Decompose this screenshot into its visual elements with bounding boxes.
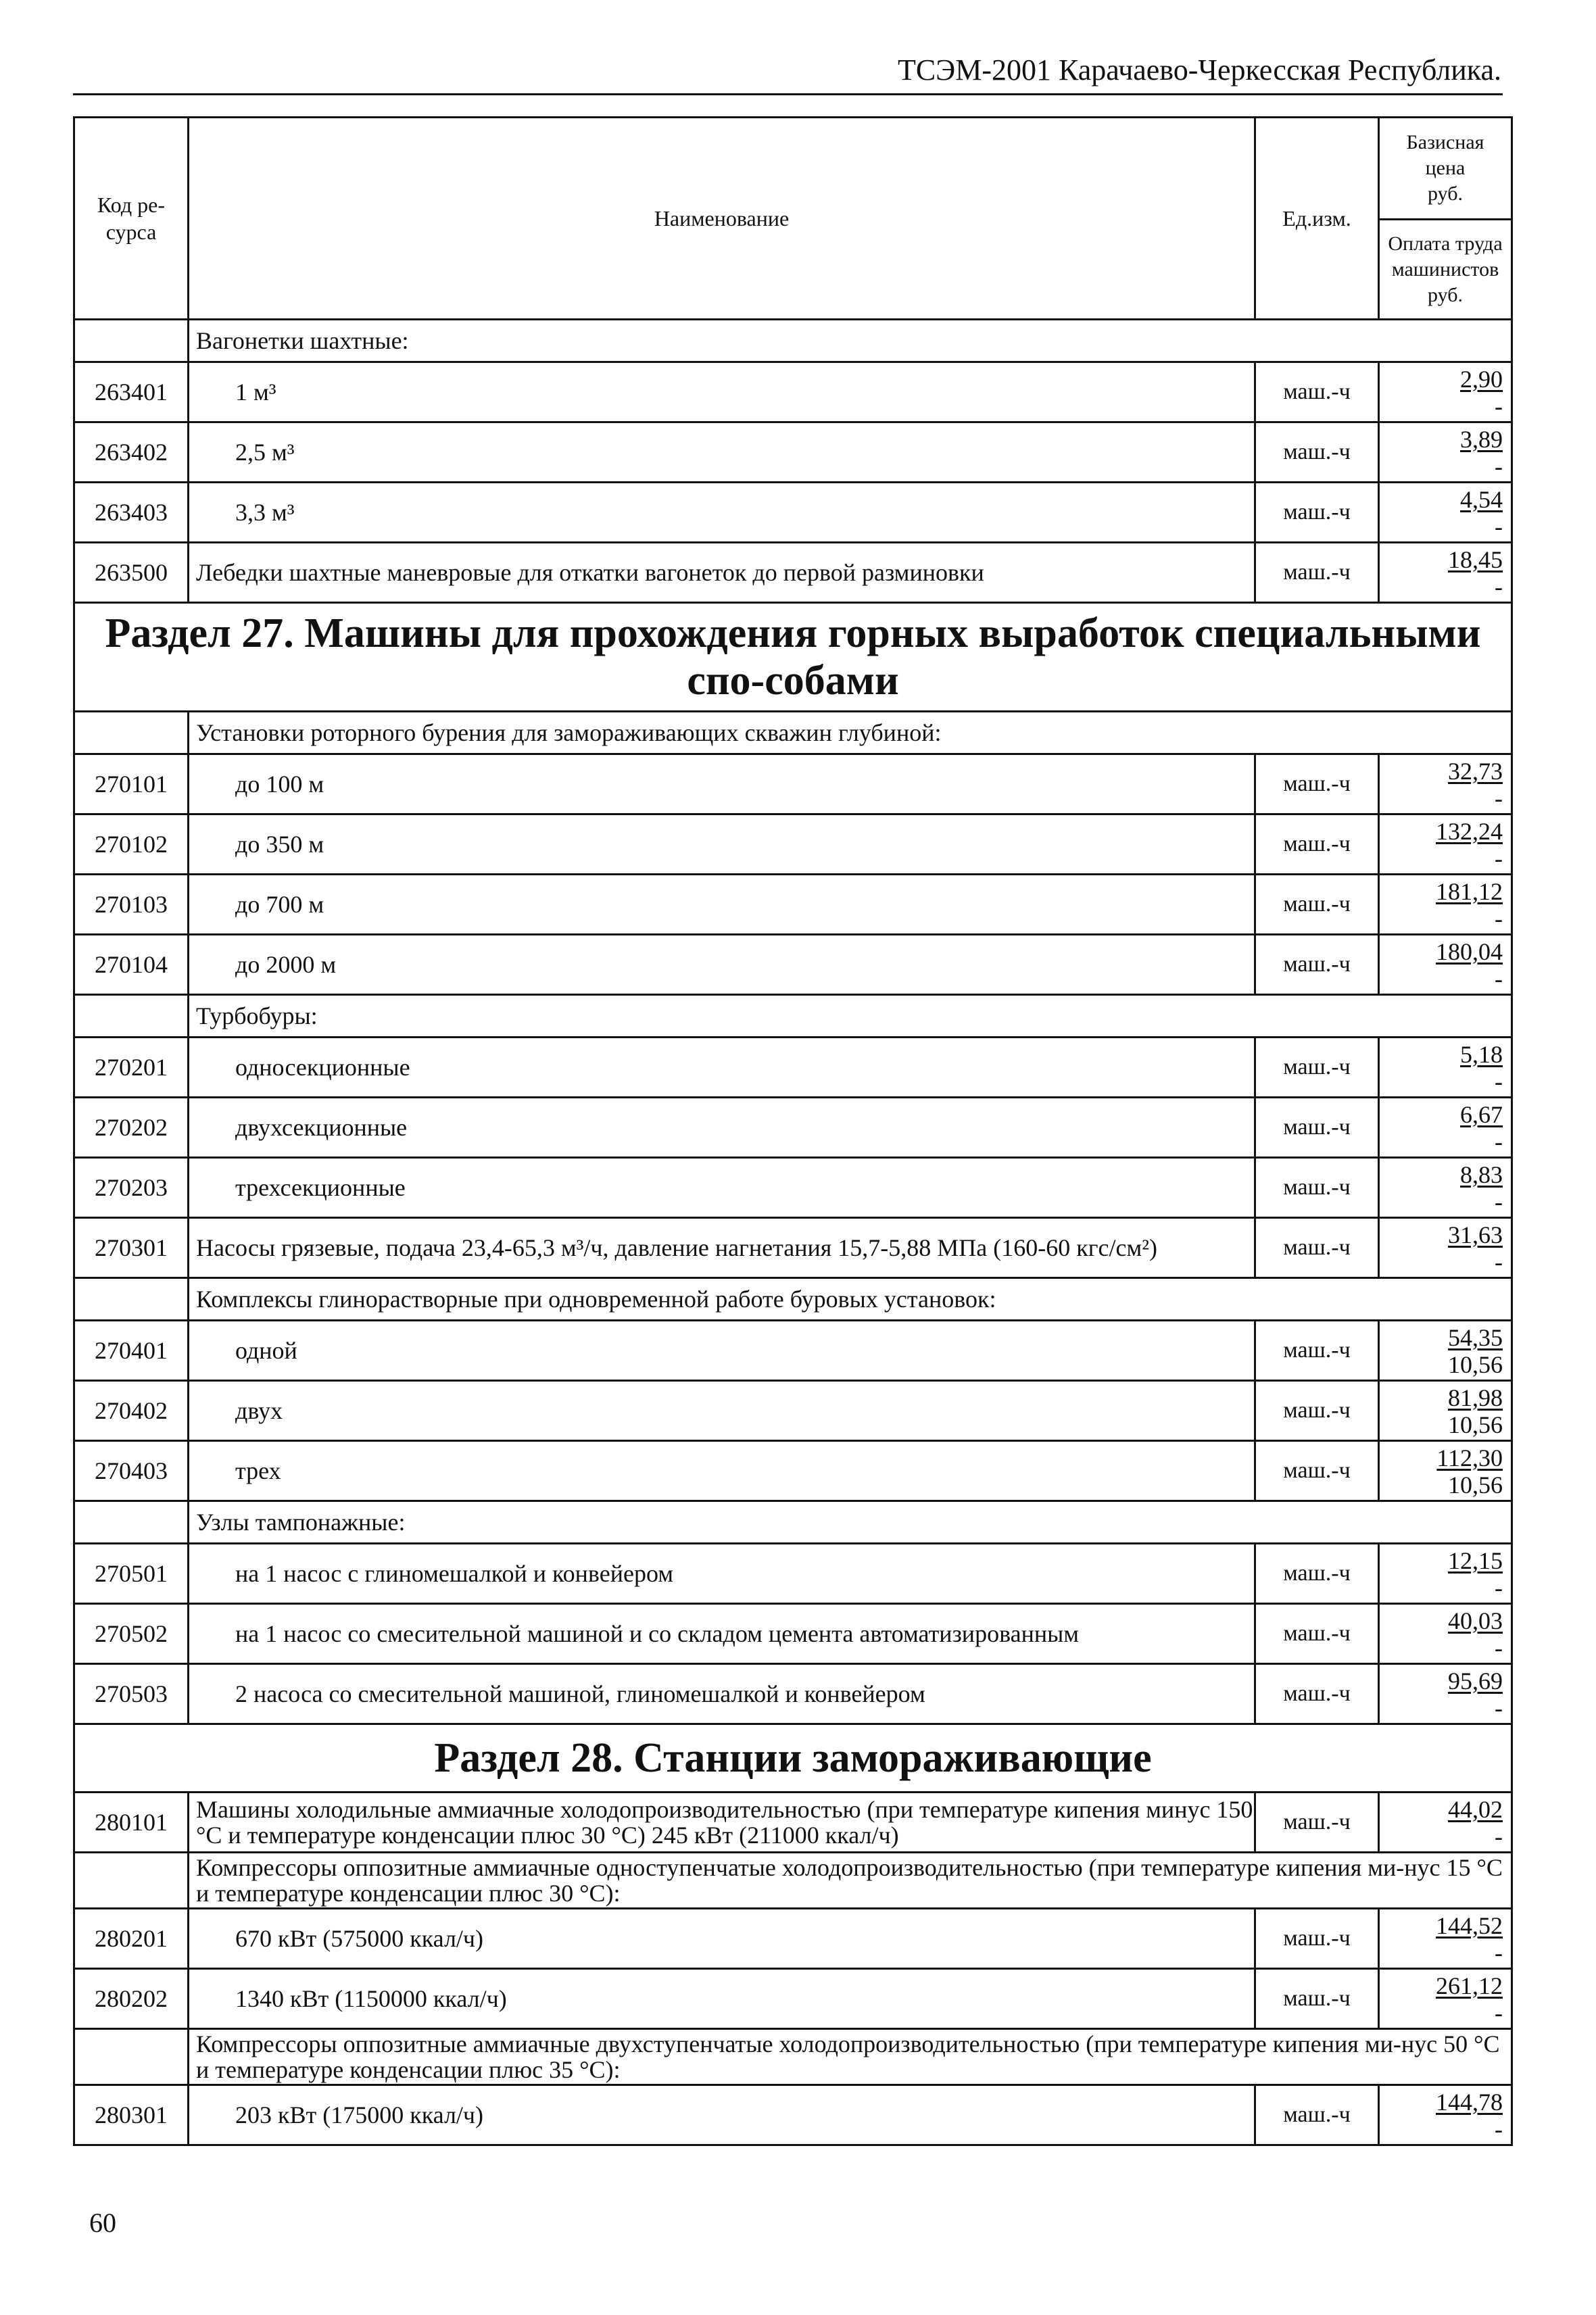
table-row bbox=[74, 875, 1512, 935]
group-row bbox=[74, 1278, 1512, 1321]
resource-name: до 700 м bbox=[189, 875, 1255, 935]
table-row bbox=[74, 1664, 1512, 1724]
header-code bbox=[74, 118, 189, 320]
section-heading: Раздел 27. Машины для прохождения горных выработок специальными спо-собами bbox=[74, 603, 1512, 712]
price-cell bbox=[1379, 1218, 1512, 1278]
price-cell bbox=[1379, 1544, 1512, 1604]
price-cell bbox=[1379, 1793, 1512, 1853]
price-cell bbox=[1379, 1098, 1512, 1158]
operator-wage: 10,56 bbox=[1448, 1411, 1503, 1438]
resource-code: 270503 bbox=[74, 1664, 189, 1724]
resource-code: 280101 bbox=[74, 1793, 189, 1853]
price-stack bbox=[1380, 365, 1511, 419]
operator-wage: - bbox=[1495, 905, 1503, 932]
resource-name: трехсекционные bbox=[189, 1158, 1255, 1218]
resource-code: 280202 bbox=[74, 1969, 189, 2029]
resource-code: 270101 bbox=[74, 754, 189, 814]
price-cell bbox=[1379, 483, 1512, 543]
group-code-cell bbox=[74, 712, 189, 754]
price-stack bbox=[1380, 877, 1511, 931]
resource-code: 270301 bbox=[74, 1218, 189, 1278]
page-number: 60 bbox=[89, 2208, 116, 2238]
operator-wage: - bbox=[1495, 513, 1503, 540]
unit-cell: маш.-ч bbox=[1255, 754, 1379, 814]
resource-code: 270203 bbox=[74, 1158, 189, 1218]
resource-code: 280301 bbox=[74, 2085, 189, 2145]
table-row bbox=[74, 1909, 1512, 1969]
header-name bbox=[189, 118, 1255, 320]
group-title: Компрессоры оппозитные аммиачные одноступенчатые холодопроизводительностью (при температуре кипения ми-нус 15 °С и температуре конденсации плюс 30 °С): bbox=[189, 1853, 1512, 1909]
resource-code: 263403 bbox=[74, 483, 189, 543]
base-price: 12,15 bbox=[1448, 1547, 1503, 1574]
resource-name: 2 насоса со смесительной машиной, глиномешалкой и конвейером bbox=[189, 1664, 1255, 1724]
unit-cell: маш.-ч bbox=[1255, 1038, 1379, 1098]
group-title: Вагонетки шахтные: bbox=[189, 320, 1512, 362]
resource-code: 263402 bbox=[74, 422, 189, 483]
base-price: 2,90 bbox=[1460, 366, 1503, 393]
unit-cell: маш.-ч bbox=[1255, 1664, 1379, 1724]
unit-cell: маш.-ч bbox=[1255, 1969, 1379, 2029]
operator-wage: - bbox=[1495, 1999, 1503, 2026]
price-stack bbox=[1380, 1384, 1511, 1438]
price-stack bbox=[1380, 1607, 1511, 1661]
table-row bbox=[74, 1969, 1512, 2029]
table-row bbox=[74, 1381, 1512, 1441]
unit-cell: маш.-ч bbox=[1255, 2085, 1379, 2145]
resource-table bbox=[73, 116, 1513, 2146]
resource-code: 270502 bbox=[74, 1604, 189, 1664]
operator-wage: - bbox=[1495, 453, 1503, 480]
unit-cell: маш.-ч bbox=[1255, 935, 1379, 995]
group-title: Турбобуры: bbox=[189, 995, 1512, 1038]
operator-wage: - bbox=[1495, 1939, 1503, 1966]
table-row bbox=[74, 1038, 1512, 1098]
price-stack bbox=[1380, 1323, 1511, 1378]
resource-name: до 100 м bbox=[189, 754, 1255, 814]
group-row bbox=[74, 320, 1512, 362]
base-price: 3,89 bbox=[1460, 426, 1503, 453]
price-stack bbox=[1380, 1911, 1511, 1966]
header-unit-label: Ед.изм. bbox=[1282, 205, 1351, 230]
base-price: 8,83 bbox=[1460, 1161, 1503, 1188]
resource-code: 270403 bbox=[74, 1441, 189, 1501]
base-price: 261,12 bbox=[1436, 1972, 1503, 1999]
price-stack bbox=[1380, 757, 1511, 811]
group-title: Компрессоры оппозитные аммиачные двухступенчатые холодопроизводительностью (при температуре кипения ми-нус 50 °С и температуре конденсации плюс 35 °С): bbox=[189, 2029, 1512, 2085]
base-price: 112,30 bbox=[1436, 1444, 1503, 1471]
price-cell bbox=[1379, 1909, 1512, 1969]
resource-name: на 1 насос с глиномешалкой и конвейером bbox=[189, 1544, 1255, 1604]
price-cell bbox=[1379, 814, 1512, 875]
resource-name: трех bbox=[189, 1441, 1255, 1501]
operator-wage: - bbox=[1495, 1634, 1503, 1661]
unit-cell: маш.-ч bbox=[1255, 1793, 1379, 1853]
base-price: 95,69 bbox=[1448, 1667, 1503, 1695]
resource-code: 280201 bbox=[74, 1909, 189, 1969]
group-title: Установки роторного бурения для замораживающих скважин глубиной: bbox=[189, 712, 1512, 754]
base-price: 44,02 bbox=[1448, 1796, 1503, 1823]
header-price bbox=[1379, 118, 1512, 320]
price-stack bbox=[1380, 545, 1511, 600]
operator-wage: - bbox=[1495, 1574, 1503, 1601]
table-row bbox=[74, 543, 1512, 603]
resource-code: 270401 bbox=[74, 1321, 189, 1381]
unit-cell: маш.-ч bbox=[1255, 1604, 1379, 1664]
table-row bbox=[74, 814, 1512, 875]
price-stack bbox=[1380, 2088, 1511, 2142]
group-code-cell bbox=[74, 320, 189, 362]
resource-code: 270402 bbox=[74, 1381, 189, 1441]
table-row bbox=[74, 754, 1512, 814]
section-heading-row bbox=[74, 1724, 1512, 1793]
price-cell bbox=[1379, 422, 1512, 483]
operator-wage: - bbox=[1495, 1823, 1503, 1850]
table-row bbox=[74, 483, 1512, 543]
group-row bbox=[74, 712, 1512, 754]
resource-code: 263401 bbox=[74, 362, 189, 422]
group-row bbox=[74, 1501, 1512, 1544]
price-stack bbox=[1380, 1100, 1511, 1154]
unit-cell: маш.-ч bbox=[1255, 1544, 1379, 1604]
price-stack bbox=[1380, 1972, 1511, 2026]
price-cell bbox=[1379, 1158, 1512, 1218]
price-stack bbox=[1380, 1221, 1511, 1275]
group-code-cell bbox=[74, 2029, 189, 2085]
resource-name: до 2000 м bbox=[189, 935, 1255, 995]
resource-code: 270104 bbox=[74, 935, 189, 995]
resource-code: 270202 bbox=[74, 1098, 189, 1158]
price-cell bbox=[1379, 1604, 1512, 1664]
operator-wage: - bbox=[1495, 1188, 1503, 1215]
table-header-row bbox=[74, 118, 1512, 320]
resource-name: Насосы грязевые, подача 23,4-65,3 м³/ч, давление нагнетания 15,7-5,88 МПа (160-60 кгс/см²) bbox=[189, 1218, 1255, 1278]
table-row bbox=[74, 1793, 1512, 1853]
base-price: 132,24 bbox=[1436, 818, 1503, 845]
table-row bbox=[74, 935, 1512, 995]
resource-name: одной bbox=[189, 1321, 1255, 1381]
table-row bbox=[74, 1441, 1512, 1501]
unit-cell: маш.-ч bbox=[1255, 1909, 1379, 1969]
operator-wage: - bbox=[1495, 2116, 1503, 2143]
unit-cell: маш.-ч bbox=[1255, 483, 1379, 543]
base-price: 18,45 bbox=[1448, 546, 1503, 573]
table-row bbox=[74, 1218, 1512, 1278]
base-price: 144,52 bbox=[1436, 1912, 1503, 1939]
section-heading-row bbox=[74, 603, 1512, 712]
resource-name: 670 кВт (575000 ккал/ч) bbox=[189, 1909, 1255, 1969]
header-code-label: Код ре- сурса bbox=[97, 193, 165, 244]
base-price: 31,63 bbox=[1448, 1221, 1503, 1248]
unit-cell: маш.-ч bbox=[1255, 875, 1379, 935]
base-price: 6,67 bbox=[1460, 1101, 1503, 1128]
group-code-cell bbox=[74, 1853, 189, 1909]
operator-wage: - bbox=[1495, 965, 1503, 992]
operator-wage: - bbox=[1495, 1128, 1503, 1155]
operator-wage: - bbox=[1495, 573, 1503, 600]
price-cell bbox=[1379, 1969, 1512, 2029]
table-row bbox=[74, 1098, 1512, 1158]
price-cell bbox=[1379, 935, 1512, 995]
header-base-price: Базисная цена руб. bbox=[1380, 118, 1511, 220]
table-row bbox=[74, 422, 1512, 483]
resource-code: 270103 bbox=[74, 875, 189, 935]
group-code-cell bbox=[74, 1278, 189, 1321]
price-stack bbox=[1380, 1161, 1511, 1215]
base-price: 40,03 bbox=[1448, 1607, 1503, 1634]
price-cell bbox=[1379, 1664, 1512, 1724]
operator-wage: - bbox=[1495, 1068, 1503, 1095]
unit-cell: маш.-ч bbox=[1255, 1218, 1379, 1278]
resource-code: 270201 bbox=[74, 1038, 189, 1098]
resource-name: 203 кВт (175000 ккал/ч) bbox=[189, 2085, 1255, 2145]
price-cell bbox=[1379, 875, 1512, 935]
resource-name: на 1 насос со смесительной машиной и со складом цемента автоматизированным bbox=[189, 1604, 1255, 1664]
resource-name: двухсекционные bbox=[189, 1098, 1255, 1158]
unit-cell: маш.-ч bbox=[1255, 1158, 1379, 1218]
price-cell bbox=[1379, 1381, 1512, 1441]
unit-cell: маш.-ч bbox=[1255, 543, 1379, 603]
resource-name: Машины холодильные аммиачные холодопроизводительностью (при температуре кипения минус 150 °С и температуре конденсации плюс 30 °С) 245 кВт (211000 ккал/ч) bbox=[189, 1793, 1255, 1853]
table-row bbox=[74, 2085, 1512, 2145]
price-stack bbox=[1380, 1546, 1511, 1601]
price-cell bbox=[1379, 1321, 1512, 1381]
table-row bbox=[74, 362, 1512, 422]
header-operator-wage: Оплата труда машинистов руб. bbox=[1388, 232, 1503, 306]
unit-cell: маш.-ч bbox=[1255, 1381, 1379, 1441]
price-stack bbox=[1380, 1667, 1511, 1721]
header-unit bbox=[1255, 118, 1379, 320]
operator-wage: - bbox=[1495, 845, 1503, 872]
resource-name: двух bbox=[189, 1381, 1255, 1441]
table-body bbox=[74, 118, 1512, 2145]
price-stack bbox=[1380, 1040, 1511, 1094]
unit-cell: маш.-ч bbox=[1255, 1441, 1379, 1501]
base-price: 180,04 bbox=[1436, 938, 1503, 965]
resource-name: 1 м³ bbox=[189, 362, 1255, 422]
resource-code: 270501 bbox=[74, 1544, 189, 1604]
price-stack bbox=[1380, 937, 1511, 992]
header-rule bbox=[73, 93, 1503, 95]
operator-wage: - bbox=[1495, 393, 1503, 420]
price-stack bbox=[1380, 1444, 1511, 1498]
price-cell bbox=[1379, 754, 1512, 814]
base-price: 54,35 bbox=[1448, 1324, 1503, 1351]
unit-cell: маш.-ч bbox=[1255, 814, 1379, 875]
unit-cell: маш.-ч bbox=[1255, 422, 1379, 483]
price-cell bbox=[1379, 2085, 1512, 2145]
base-price: 81,98 bbox=[1448, 1384, 1503, 1411]
resource-code: 263500 bbox=[74, 543, 189, 603]
resource-name: 2,5 м³ bbox=[189, 422, 1255, 483]
header-name-label: Наименование bbox=[654, 205, 790, 230]
price-cell bbox=[1379, 1038, 1512, 1098]
price-cell bbox=[1379, 1441, 1512, 1501]
group-code-cell bbox=[74, 1501, 189, 1544]
price-stack bbox=[1380, 485, 1511, 539]
base-price: 32,73 bbox=[1448, 758, 1503, 785]
unit-cell: маш.-ч bbox=[1255, 1321, 1379, 1381]
price-cell bbox=[1379, 362, 1512, 422]
resource-name: 1340 кВт (1150000 ккал/ч) bbox=[189, 1969, 1255, 2029]
price-stack bbox=[1380, 1795, 1511, 1849]
resource-code: 270102 bbox=[74, 814, 189, 875]
group-row bbox=[74, 2029, 1512, 2085]
operator-wage: - bbox=[1495, 1248, 1503, 1275]
running-title: ТСЭМ-2001 Карачаево-Черкесская Республика. bbox=[897, 53, 1501, 87]
table-row bbox=[74, 1158, 1512, 1218]
group-title: Комплексы глинорастворные при одновременной работе буровых установок: bbox=[189, 1278, 1512, 1321]
unit-cell: маш.-ч bbox=[1255, 1098, 1379, 1158]
base-price: 144,78 bbox=[1436, 2089, 1503, 2116]
group-row bbox=[74, 1853, 1512, 1909]
operator-wage: 10,56 bbox=[1448, 1351, 1503, 1378]
price-stack bbox=[1380, 817, 1511, 871]
group-title: Узлы тампонажные: bbox=[189, 1501, 1512, 1544]
operator-wage: - bbox=[1495, 785, 1503, 812]
resource-name: до 350 м bbox=[189, 814, 1255, 875]
group-code-cell bbox=[74, 995, 189, 1038]
price-stack bbox=[1380, 425, 1511, 479]
resource-name: односекционные bbox=[189, 1038, 1255, 1098]
resource-name: Лебедки шахтные маневровые для откатки вагонеток до первой разминовки bbox=[189, 543, 1255, 603]
unit-cell: маш.-ч bbox=[1255, 362, 1379, 422]
operator-wage: 10,56 bbox=[1448, 1471, 1503, 1498]
group-row bbox=[74, 995, 1512, 1038]
base-price: 5,18 bbox=[1460, 1041, 1503, 1068]
section-heading: Раздел 28. Станции замораживающие bbox=[74, 1724, 1512, 1793]
price-cell bbox=[1379, 543, 1512, 603]
base-price: 4,54 bbox=[1460, 486, 1503, 513]
base-price: 181,12 bbox=[1436, 878, 1503, 905]
table-row bbox=[74, 1604, 1512, 1664]
operator-wage: - bbox=[1495, 1695, 1503, 1722]
table-row bbox=[74, 1544, 1512, 1604]
table-row bbox=[74, 1321, 1512, 1381]
resource-name: 3,3 м³ bbox=[189, 483, 1255, 543]
